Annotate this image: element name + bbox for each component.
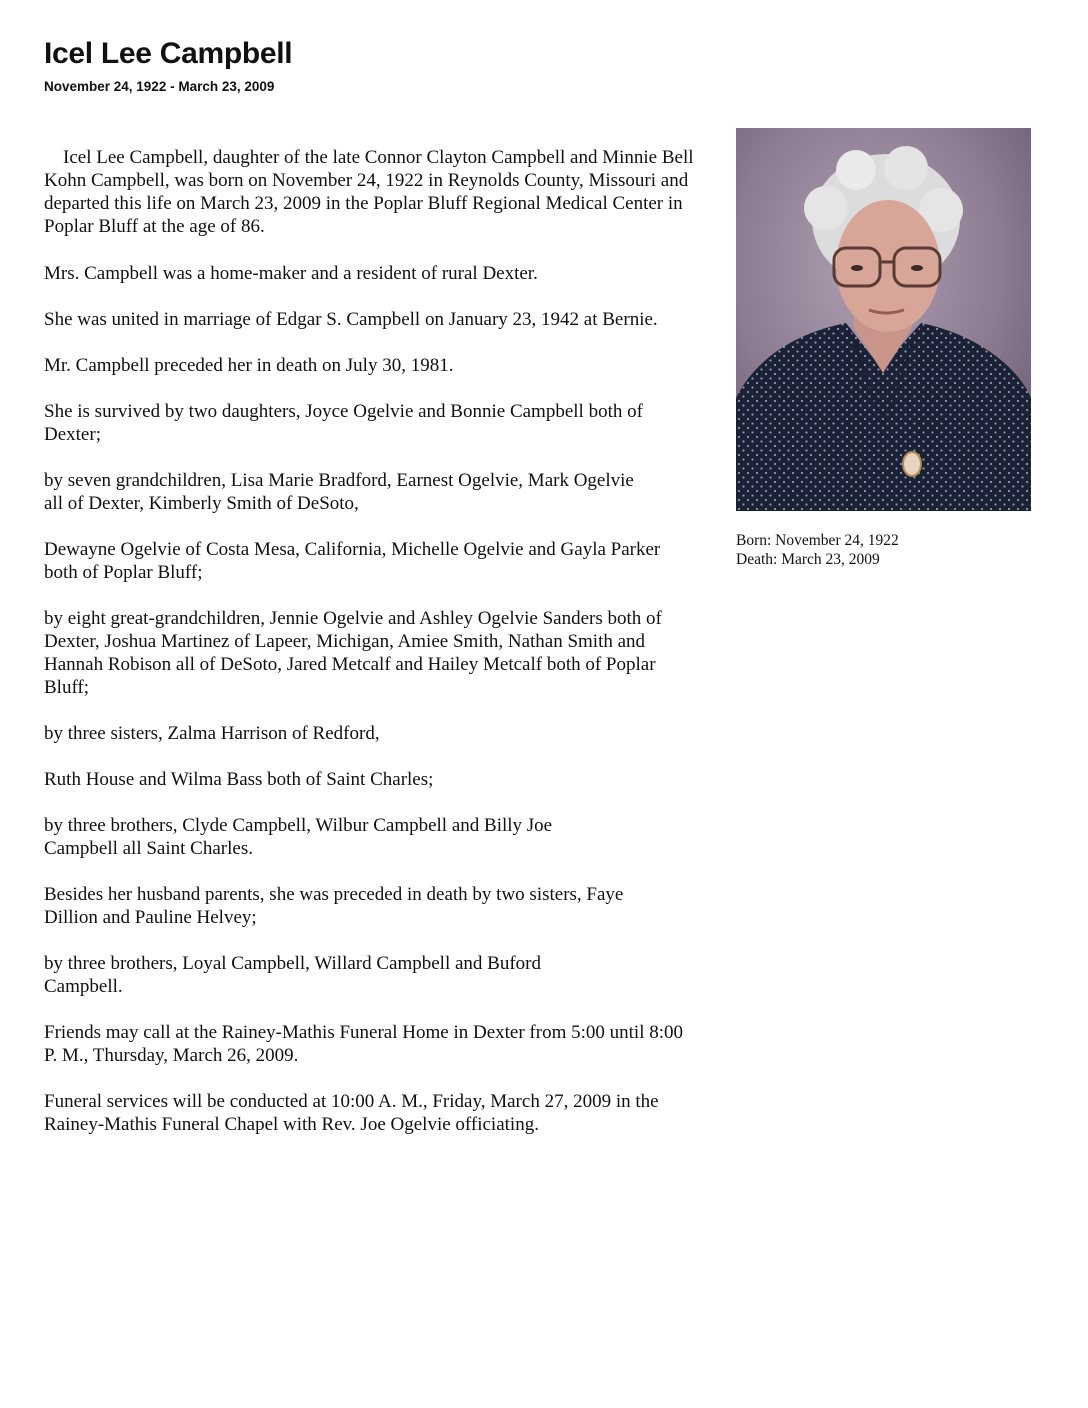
obituary-name: Icel Lee Campbell — [44, 37, 293, 70]
obituary-paragraph: Friends may call at the Rainey-Mathis Funeral Home in Dexter from 5:00 until 8:00 P. M., Thursday, March 26, 2009. — [44, 1022, 684, 1066]
obituary-paragraph: by eight great-grandchildren, Jennie Ogelvie and Ashley Ogelvie Sanders both of Dexter, Joshua Martinez of Lapeer, Michigan, Amiee Smith, Nathan Smith and Hannah Robison all of DeSoto, Jared Metcalf and Hailey Metcalf both of Poplar Bluff; — [44, 608, 662, 698]
photo-caption — [736, 531, 899, 569]
obituary-paragraph: Mr. Campbell preceded her in death on July 30, 1981. — [44, 355, 454, 376]
obituary-paragraph: Besides her husband parents, she was preceded in death by two sisters, Faye Dillion and Pauline Helvey; — [44, 884, 624, 928]
portrait-illustration — [736, 128, 1031, 511]
obituary-paragraph: Mrs. Campbell was a home-maker and a resident of rural Dexter. — [44, 263, 538, 284]
obituary-paragraph: She is survived by two daughters, Joyce Ogelvie and Bonnie Campbell both of Dexter; — [44, 401, 643, 445]
portrait-photo — [736, 128, 1031, 511]
obituary-paragraph: by three brothers, Clyde Campbell, Wilbur Campbell and Billy Joe Campbell all Saint Charles. — [44, 815, 553, 859]
caption-death: Death: March 23, 2009 — [736, 551, 880, 568]
obituary-paragraph: by seven grandchildren, Lisa Marie Bradford, Earnest Ogelvie, Mark Ogelvie all of Dexter, Kimberly Smith of DeSoto, — [44, 470, 634, 514]
obituary-paragraph: She was united in marriage of Edgar S. Campbell on January 23, 1942 at Bernie. — [44, 309, 658, 330]
life-dates: November 24, 1922 - March 23, 2009 — [44, 79, 275, 94]
obituary-paragraph: by three sisters, Zalma Harrison of Redford, — [44, 723, 380, 744]
obituary-paragraph: Funeral services will be conducted at 10:00 A. M., Friday, March 27, 2009 in the Rainey-Mathis Funeral Chapel with Rev. Joe Ogelvie officiating. — [44, 1091, 659, 1135]
obituary-text — [44, 146, 744, 1159]
caption-born: Born: November 24, 1922 — [736, 532, 899, 549]
obituary-paragraph: Dewayne Ogelvie of Costa Mesa, California, Michelle Ogelvie and Gayla Parker both of Poplar Bluff; — [44, 539, 661, 583]
obituary-paragraph: Ruth House and Wilma Bass both of Saint Charles; — [44, 769, 434, 790]
obituary-paragraph: Icel Lee Campbell, daughter of the late Connor Clayton Campbell and Minnie Bell Kohn Campbell, was born on November 24, 1922 in Reynolds County, Missouri and departed this life on March 23, 2009 in the Poplar Bluff Regional Medical Center in Poplar Bluff at the age of 86. — [44, 147, 694, 237]
obituary-paragraph: by three brothers, Loyal Campbell, Willard Campbell and Buford Campbell. — [44, 953, 541, 997]
